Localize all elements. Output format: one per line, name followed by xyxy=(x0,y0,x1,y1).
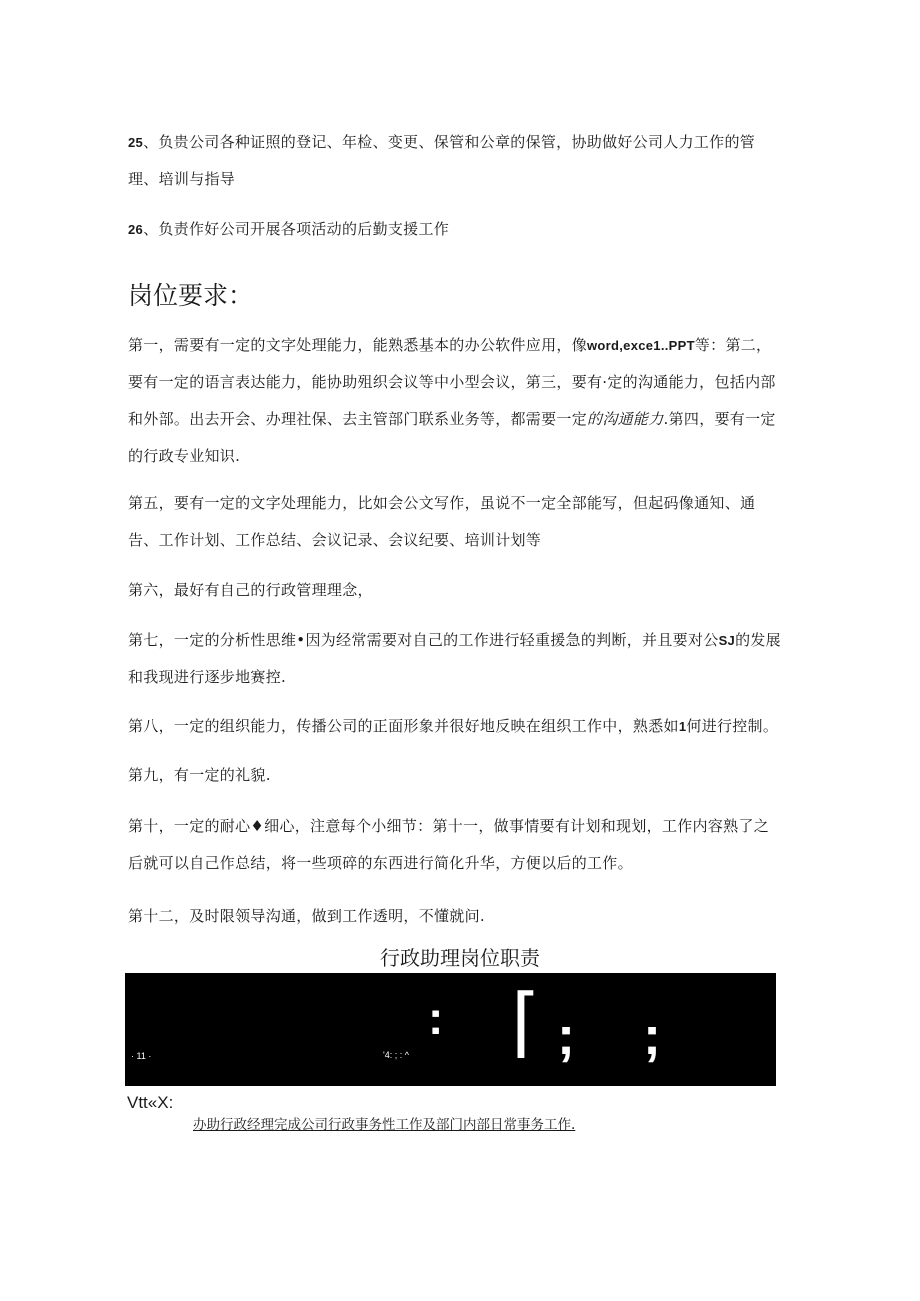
band-label-mid: '4: ; : ^ xyxy=(383,1050,409,1060)
bold-fragment: SJ xyxy=(718,633,736,648)
req-text: 何进行控制。 xyxy=(686,717,779,735)
requirement-paragraph-3: 第六，最好有自己的行政管理理念， xyxy=(128,581,373,599)
software-names: word,exce1..PPT xyxy=(587,338,695,353)
band-colon: : xyxy=(428,992,444,1044)
table-title: 行政助理岗位职责 xyxy=(380,946,540,970)
italic-phrase: 的沟通能力 xyxy=(587,410,664,428)
band-semicolon-1: ; xyxy=(557,1006,575,1066)
band-bracket: ⌈ xyxy=(511,980,541,1065)
req-text: .第四，要有一定的行政专业知识. xyxy=(128,410,776,465)
item-number: 26 xyxy=(128,222,144,237)
duty-item-25 xyxy=(128,124,783,198)
requirement-paragraph-2: 第五，要有一定的文字处理能力，比如会公文写作，虽说不一定全部能写，但起码像通知、通告、工作计划、工作总结、会议记录、会议纪要、培训计划等 xyxy=(128,494,756,549)
req-text: 等：第二，要有一定的语言表达能力，能协助殂织会议等中小型会议，第三，要有·定的沟通能力，包括内部和外部。出去开会、办理社保、去主管部门联系业务等，都需要一定 xyxy=(128,336,776,428)
band-semicolon-2: ; xyxy=(643,1006,661,1066)
req-text: 第八，一定的组织能力，传播公司的正面形象并很好地反映在组织工作中，熟悉如 xyxy=(128,717,679,735)
section-heading: 岗位要求： xyxy=(128,281,254,310)
requirement-paragraph-5 xyxy=(128,708,783,745)
item-text: 、负贵公司各种证照的登记、年检、变更、保管和公章的保管，协助做好公司人力工作的管理、培训与指导 xyxy=(128,133,756,188)
requirement-paragraph-8: 第十二，及时限领导沟通，做到工作透明，不懂就问. xyxy=(128,907,485,925)
band-label-left: · 11 · xyxy=(131,1051,152,1061)
req-text: 第七，一定的分析性思维•因为经常需要对自己的工作进行轻重援急的判断，并且要对公 xyxy=(128,631,719,649)
bold-fragment: 1 xyxy=(678,719,687,734)
requirement-paragraph-6: 第九，有一定的礼貌. xyxy=(128,766,271,784)
requirement-paragraph-7: 第十，一定的耐心♦细心，注意每个小细节：第十一，做事情要有计划和现划，工作内容熟了之后就可以自己作总结，将一些项碎的东西进行简化升华，方便以后的工作。 xyxy=(128,817,770,872)
requirement-paragraph-1 xyxy=(128,327,783,475)
item-text: 、负责作好公司开展各项活动的后勤支援工作 xyxy=(143,220,450,238)
item-number: 25 xyxy=(128,135,144,150)
req-text: 的发展和我现进行逐步地赛控. xyxy=(128,631,781,686)
requirement-paragraph-4 xyxy=(128,622,783,696)
req-text: 第一，需要有一定的文字处理能力，能熟悉基本的办公软件应用，像 xyxy=(128,336,588,354)
job-summary: 办助行政经理完成公司行政事务性工作及部门内部日常事务工作. xyxy=(193,1117,576,1133)
field-label: Vtt«X: xyxy=(127,1093,174,1112)
scanned-black-band xyxy=(125,973,776,1086)
duty-item-26 xyxy=(128,211,783,248)
